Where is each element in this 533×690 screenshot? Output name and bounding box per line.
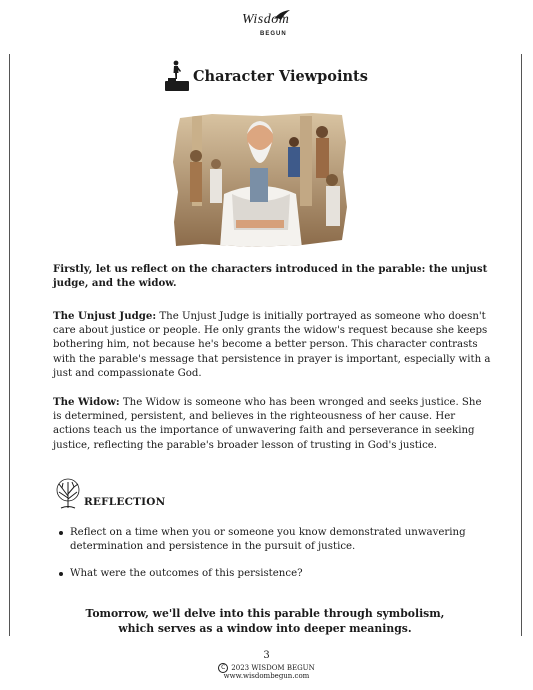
reflection-heading bbox=[53, 478, 165, 510]
reflection-list bbox=[53, 526, 493, 595]
widow-label: The Widow: bbox=[53, 396, 120, 408]
intro-paragraph: Firstly, let us reflect on the characters introduced in the parable: the unjust judge, and the widow. bbox=[53, 263, 488, 290]
judge-illustration bbox=[172, 112, 348, 248]
website-url: www.wisdombegun.com bbox=[223, 672, 310, 680]
list-item: Reflect on a time when you or someone you know demonstrated unwavering determination and persistence in the pursuit of justice. bbox=[53, 526, 493, 554]
page-number: 3 bbox=[263, 650, 270, 661]
closing-line-2: which serves as a window into deeper meanings. bbox=[118, 622, 412, 635]
person-on-podium-icon bbox=[164, 60, 190, 92]
unjust-judge-label: The Unjust Judge: bbox=[53, 310, 157, 322]
page-title: Character Viewpoints bbox=[193, 67, 368, 85]
logo-sub-text: BEGUN bbox=[260, 31, 287, 37]
left-border-line bbox=[9, 54, 10, 636]
copyright-icon: C bbox=[218, 663, 228, 673]
widow-text: The Widow is someone who has been wronged and seeks justice. She is determined, persistent, and believes in the righteousness of her cause. Her actions teach us the importance of unwavering faith and perseverance in seeking justice, reflecting the parable's broader lesson of trusting in God's justice. bbox=[53, 397, 482, 451]
unjust-judge-paragraph bbox=[53, 309, 493, 381]
copyright-text: 2023 WISDOM BEGUN bbox=[231, 664, 315, 672]
closing-statement bbox=[60, 606, 470, 636]
closing-line-1: Tomorrow, we'll delve into this parable through symbolism, bbox=[85, 607, 445, 620]
section-heading bbox=[164, 60, 368, 92]
logo-script-text: Wisdom bbox=[242, 12, 290, 27]
tree-icon bbox=[53, 478, 83, 510]
brand-logo bbox=[238, 6, 298, 40]
right-border-line bbox=[521, 54, 522, 636]
widow-paragraph bbox=[53, 395, 493, 453]
unjust-judge-text: The Unjust Judge is initially portrayed as someone who doesn't care about justice or people. He only grants the widow's request because she keeps bothering him, not because he's become a better person. This character contrasts with the parable's message that persistence in prayer is important, especially with a just and compassionate God. bbox=[53, 311, 491, 379]
list-item: What were the outcomes of this persistence? bbox=[53, 567, 493, 581]
reflection-title: REFLECTION bbox=[84, 496, 166, 508]
